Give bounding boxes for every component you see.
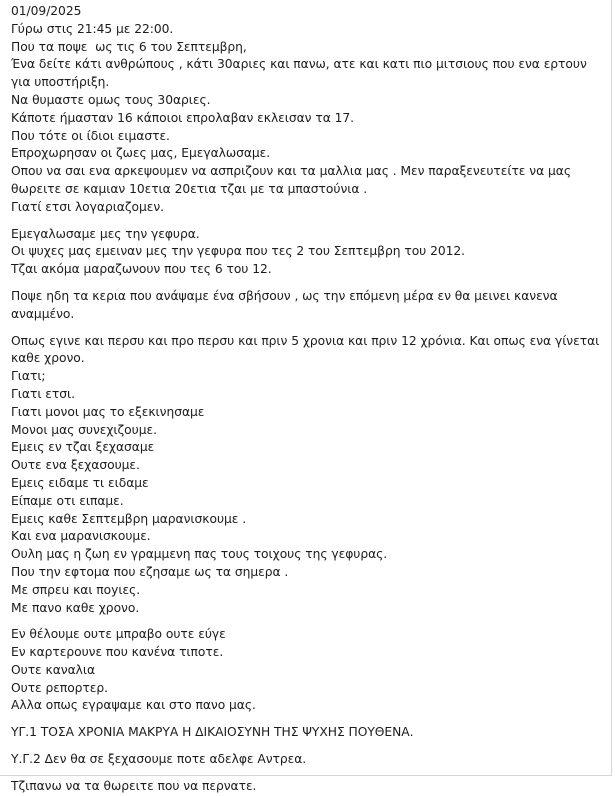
- post-text-line: Γύρω στις 21:45 με 22:00.: [11, 21, 174, 36]
- post-text-line: Ουτε ρεπορτερ.: [11, 680, 109, 695]
- post-text-line: Γιατι;: [11, 369, 46, 384]
- post-text-line: Οι ψυχες μας εμειναν μες την γεφυρα που τες 2 του Σεπτεμβρη του 2012.: [11, 244, 466, 259]
- post-text-line: Κάποτε ήμασταν 16 κάποιοι επρολαβαν εκλεισαν τα 17.: [11, 110, 355, 125]
- post-date: 01/09/2025: [11, 4, 82, 18]
- post-text-line: Που τότε οι ίδιοι ειμαστε.: [11, 128, 170, 143]
- post-paragraph: [11, 288, 606, 324]
- post-text-line: Να θυμαστε ομως τους 30αριες.: [11, 92, 211, 107]
- post-text-line: ΥΓ.1 ΤΟΣΑ ΧΡΟΝΙΑ ΜΑΚΡΥΑ Η ΔΙΚΑΙΟΣΥΝΗ ΤΗΣ ΨΥΧΗΣ ΠΟΥΘΕΝΑ.: [11, 725, 414, 740]
- post-text-line: Γιατί ετσι λογαριαζομεν.: [11, 199, 165, 214]
- post-text-line: Εμεγαλωσαμε μες την γεφυρα.: [11, 226, 200, 241]
- post-text-line: Εν καρτερουνε που κανένα τιποτε.: [11, 645, 224, 660]
- post-text-line: Αλλα οπως εγραψαμε και στο πανο μας.: [11, 698, 256, 713]
- post-text-line: Με σπρεu και ποyιες.: [11, 582, 141, 597]
- post-text-line: Ουλη μας η ζωη εν γραμμενη πας τους τοιχους της γεφυρας.: [11, 547, 388, 562]
- post-text-line: Οπου να σαι ενα αρκεψουμεν να ασπριζουν και τα μαλλια μας . Μεν παραξενευτείτε να μας θωρειτε σε καμιαν 10ετια 20ετια τζαι με τα μπαστούνια .: [11, 164, 575, 196]
- post-paragraph: [11, 333, 606, 618]
- post-text-line: Ουτε καναλια: [11, 662, 96, 677]
- post-text-line: Εμεις εν τζαι ξεχασαμε: [11, 440, 155, 455]
- post-text-line: Ένα δείτε κάτι ανθρώπους , κάτι 30αριες και πανω, ατε και κατι πιο μιτσιους που ενα ερτουν για υποστήριξη.: [11, 57, 591, 90]
- post-text-line: Και ενα μαρανισκουμε.: [11, 529, 151, 544]
- post-text-line: Υ.Γ.2 Δεν θα σε ξεχασουμε ποτε αδελφε Αντρεα.: [11, 752, 307, 767]
- post-text-line: Που την εφτομα που εζησαμε ως τα σημερα .: [11, 564, 289, 579]
- post-text-line: Εμεις ειδαμε τι ειδαμε: [11, 475, 149, 490]
- post-text-line: Ουτε ενα ξεχασουμε.: [11, 458, 140, 473]
- post-paragraph: [11, 226, 606, 279]
- post-text-line: Με πανο καθε χρονο.: [11, 600, 140, 615]
- post-text-line: Μονοι μας συνεχιζουμε.: [11, 422, 157, 437]
- post-paragraph: [11, 626, 606, 715]
- post-text-line: Που τα ποψε ως τις 6 του Σεπτεμβρη,: [11, 39, 247, 54]
- post-text-line: Εμεις καθε Σεπτεμβρη μαρανισκουμε .: [11, 511, 247, 526]
- post-text-line: Εν θέλουμε ουτε μπραβο ουτε εύγε: [11, 627, 226, 642]
- post-text-line: Επροχωρησαν οι ζωες μας, Εμεγαλωσαμε.: [11, 146, 271, 161]
- post-paragraph: [11, 778, 606, 796]
- post-paragraph: [11, 724, 606, 742]
- post-body: [11, 3, 606, 796]
- post-text-line: Οπως εγινε και περσυ και προ περσυ και πριν 5 χρονια και πριν 12 χρόνια. Και οπως ενα γίνεται καθε χρονο.: [11, 333, 604, 366]
- post-paragraph: [11, 751, 606, 769]
- post-text-line: Είπαμε οτι ειπαμε.: [11, 493, 124, 508]
- post-text-line: Γιατι ετσι.: [11, 386, 75, 401]
- post-paragraphs: [11, 21, 606, 796]
- post-text-line: Τζαι ακόμα μαραζωνουν που τες 6 του 12.: [11, 262, 272, 277]
- post-text-line: Ποψε ηδη τα κερια που ανάψαμε ένα σβήσουν , ως την επόμενη μέρα εν θα μεινει κανενα αναμμένο.: [11, 288, 562, 321]
- post-text-line: Τζιπανω να τα θωρειτε που να περνατε.: [11, 778, 257, 793]
- post-text-line: Γιατι μονοι μας το εξεκινησαμε: [11, 404, 205, 419]
- post-paragraph: [11, 21, 606, 217]
